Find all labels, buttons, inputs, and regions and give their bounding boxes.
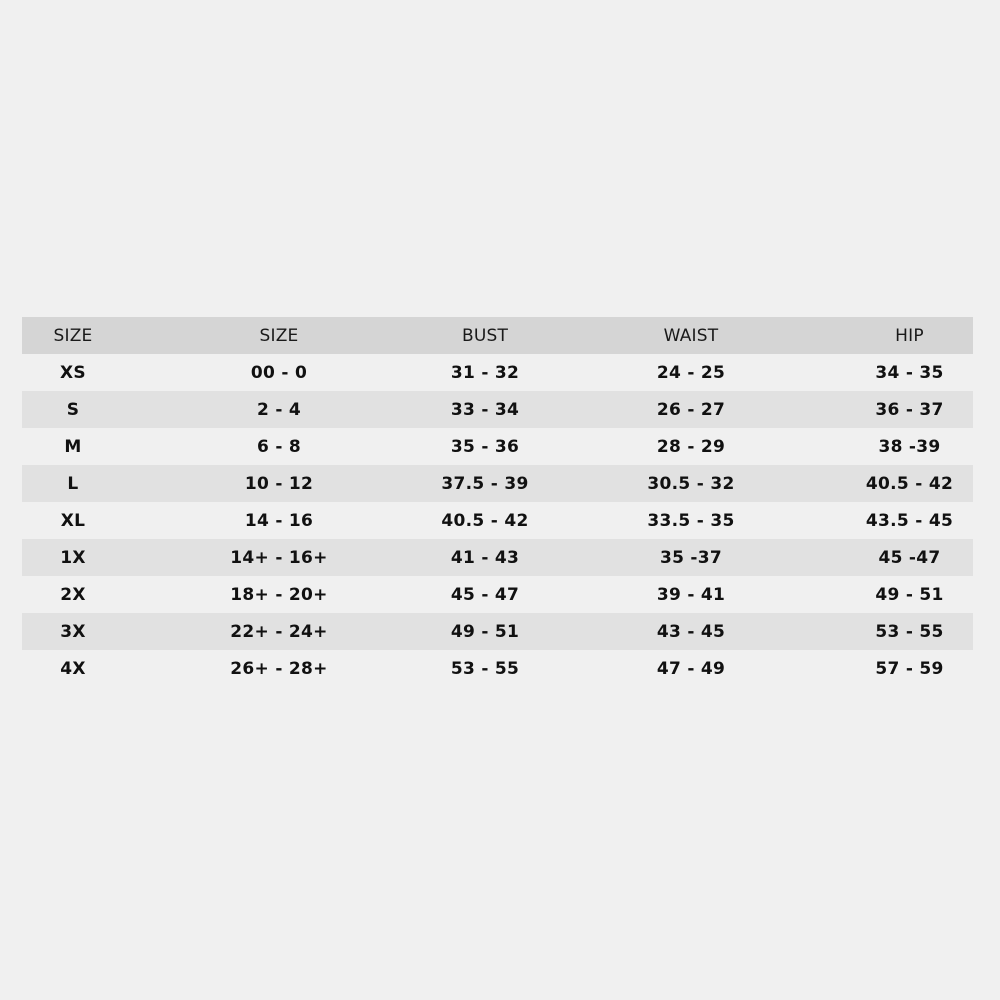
table-row bbox=[22, 539, 973, 576]
header-cell-size-number: SIZE bbox=[259, 325, 299, 346]
size-chart-header bbox=[22, 317, 973, 354]
cell-hip: 53 - 55 bbox=[875, 621, 944, 642]
cell-waist: 35 -37 bbox=[659, 547, 723, 568]
size-chart-body bbox=[22, 354, 973, 687]
table-row bbox=[22, 465, 973, 502]
header-cell-hip: HIP bbox=[895, 325, 924, 346]
size-chart-table bbox=[22, 317, 973, 687]
cell-bust: 33 - 34 bbox=[450, 399, 520, 420]
cell-hip: 40.5 - 42 bbox=[865, 473, 954, 494]
cell-size-label: 1X bbox=[60, 547, 86, 568]
cell-hip: 43.5 - 45 bbox=[865, 510, 954, 531]
cell-size-label: S bbox=[66, 399, 80, 420]
cell-bust: 45 - 47 bbox=[450, 584, 520, 605]
cell-bust: 41 - 43 bbox=[450, 547, 520, 568]
header-row bbox=[22, 317, 973, 354]
cell-size-number: 00 - 0 bbox=[250, 362, 308, 383]
table-row bbox=[22, 576, 973, 613]
cell-waist: 26 - 27 bbox=[656, 399, 726, 420]
cell-size-number: 6 - 8 bbox=[256, 436, 302, 457]
cell-hip: 57 - 59 bbox=[875, 658, 944, 679]
cell-size-label: XS bbox=[60, 362, 86, 383]
cell-hip: 49 - 51 bbox=[875, 584, 944, 605]
cell-bust: 40.5 - 42 bbox=[441, 510, 529, 531]
table-row bbox=[22, 354, 973, 391]
header-cell-bust: BUST bbox=[461, 325, 509, 346]
cell-waist: 43 - 45 bbox=[656, 621, 726, 642]
cell-waist: 24 - 25 bbox=[656, 362, 726, 383]
cell-waist: 39 - 41 bbox=[656, 584, 726, 605]
cell-waist: 33.5 - 35 bbox=[647, 510, 735, 531]
cell-size-number: 2 - 4 bbox=[256, 399, 302, 420]
table-row bbox=[22, 650, 973, 687]
cell-hip: 38 -39 bbox=[878, 436, 941, 457]
cell-hip: 45 -47 bbox=[878, 547, 941, 568]
cell-hip: 34 - 35 bbox=[875, 362, 944, 383]
cell-hip: 36 - 37 bbox=[875, 399, 944, 420]
cell-bust: 35 - 36 bbox=[450, 436, 520, 457]
cell-size-label: 4X bbox=[60, 658, 86, 679]
cell-bust: 31 - 32 bbox=[450, 362, 520, 383]
cell-size-label: M bbox=[64, 436, 82, 457]
header-cell-waist: WAIST bbox=[663, 325, 719, 346]
cell-bust: 37.5 - 39 bbox=[441, 473, 529, 494]
cell-size-number: 26+ - 28+ bbox=[230, 658, 328, 679]
cell-size-number: 14 - 16 bbox=[244, 510, 314, 531]
cell-bust: 49 - 51 bbox=[450, 621, 520, 642]
table-row bbox=[22, 613, 973, 650]
cell-waist: 47 - 49 bbox=[656, 658, 726, 679]
table-row bbox=[22, 502, 973, 539]
cell-bust: 53 - 55 bbox=[450, 658, 520, 679]
cell-size-number: 22+ - 24+ bbox=[230, 621, 328, 642]
cell-size-label: L bbox=[67, 473, 79, 494]
cell-size-number: 10 - 12 bbox=[244, 473, 314, 494]
cell-waist: 28 - 29 bbox=[656, 436, 726, 457]
table-row bbox=[22, 428, 973, 465]
cell-waist: 30.5 - 32 bbox=[647, 473, 735, 494]
cell-size-number: 18+ - 20+ bbox=[230, 584, 328, 605]
cell-size-label: XL bbox=[60, 510, 86, 531]
header-cell-size-label: SIZE bbox=[53, 325, 93, 346]
table-row bbox=[22, 391, 973, 428]
cell-size-label: 3X bbox=[60, 621, 86, 642]
cell-size-label: 2X bbox=[60, 584, 86, 605]
cell-size-number: 14+ - 16+ bbox=[230, 547, 328, 568]
